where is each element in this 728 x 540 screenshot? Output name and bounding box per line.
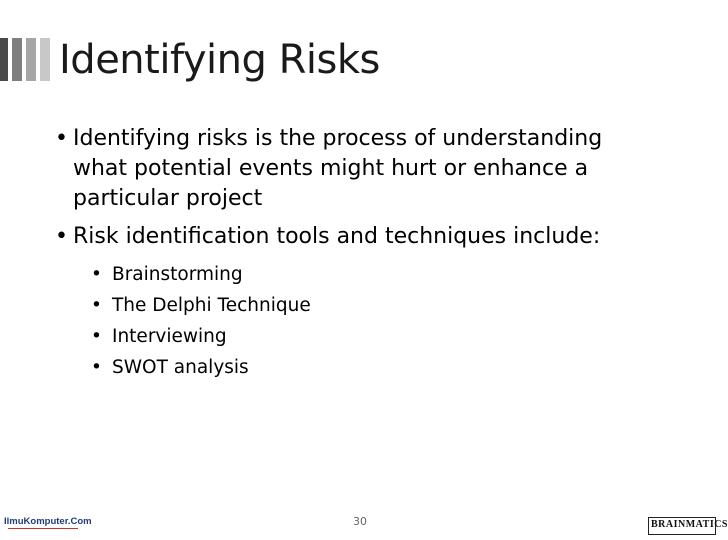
sub-bullet-item — [91, 290, 491, 321]
sub-bullet-item — [91, 321, 491, 352]
accent-bar — [12, 38, 22, 81]
accent-bar — [0, 38, 8, 81]
sub-bullet-item — [91, 259, 491, 290]
bullet-text: Risk identification tools and techniques include: — [73, 224, 601, 249]
bullet-list — [55, 124, 655, 260]
accent-bar — [40, 38, 50, 81]
sub-bullet-text: SWOT analysis — [112, 357, 249, 378]
bullet-item — [55, 124, 655, 214]
sub-bullet-list — [91, 259, 491, 383]
sub-bullet-text: The Delphi Technique — [112, 295, 311, 316]
sub-bullet-text: Brainstorming — [112, 264, 243, 285]
bullet-item — [55, 222, 655, 252]
sub-bullet-marker: • — [91, 295, 102, 316]
bullet-marker: • — [55, 224, 68, 249]
brainmatics-logo — [648, 517, 728, 535]
title-accent-bars — [0, 38, 50, 81]
sub-bullet-marker: • — [91, 326, 102, 347]
sub-bullet-marker: • — [91, 264, 102, 285]
ilmukomputer-logo — [2, 516, 92, 536]
sub-bullet-text: Interviewing — [112, 326, 227, 347]
slide-title: Identifying Risks — [59, 37, 380, 83]
bullet-marker: • — [55, 126, 68, 151]
accent-bar — [26, 38, 36, 81]
sub-bullet-item — [91, 352, 491, 383]
logo-underline — [8, 528, 78, 532]
brainmatics-logo-text: BRAINMATICS — [651, 519, 728, 530]
bullet-text: Identifying risks is the process of understanding what potential events might hurt or enhance a particular project — [73, 126, 603, 211]
page-number: 30 — [353, 515, 367, 528]
ilmukomputer-logo-text: IlmuKomputer.Com — [4, 516, 92, 527]
sub-bullet-marker: • — [91, 357, 102, 378]
